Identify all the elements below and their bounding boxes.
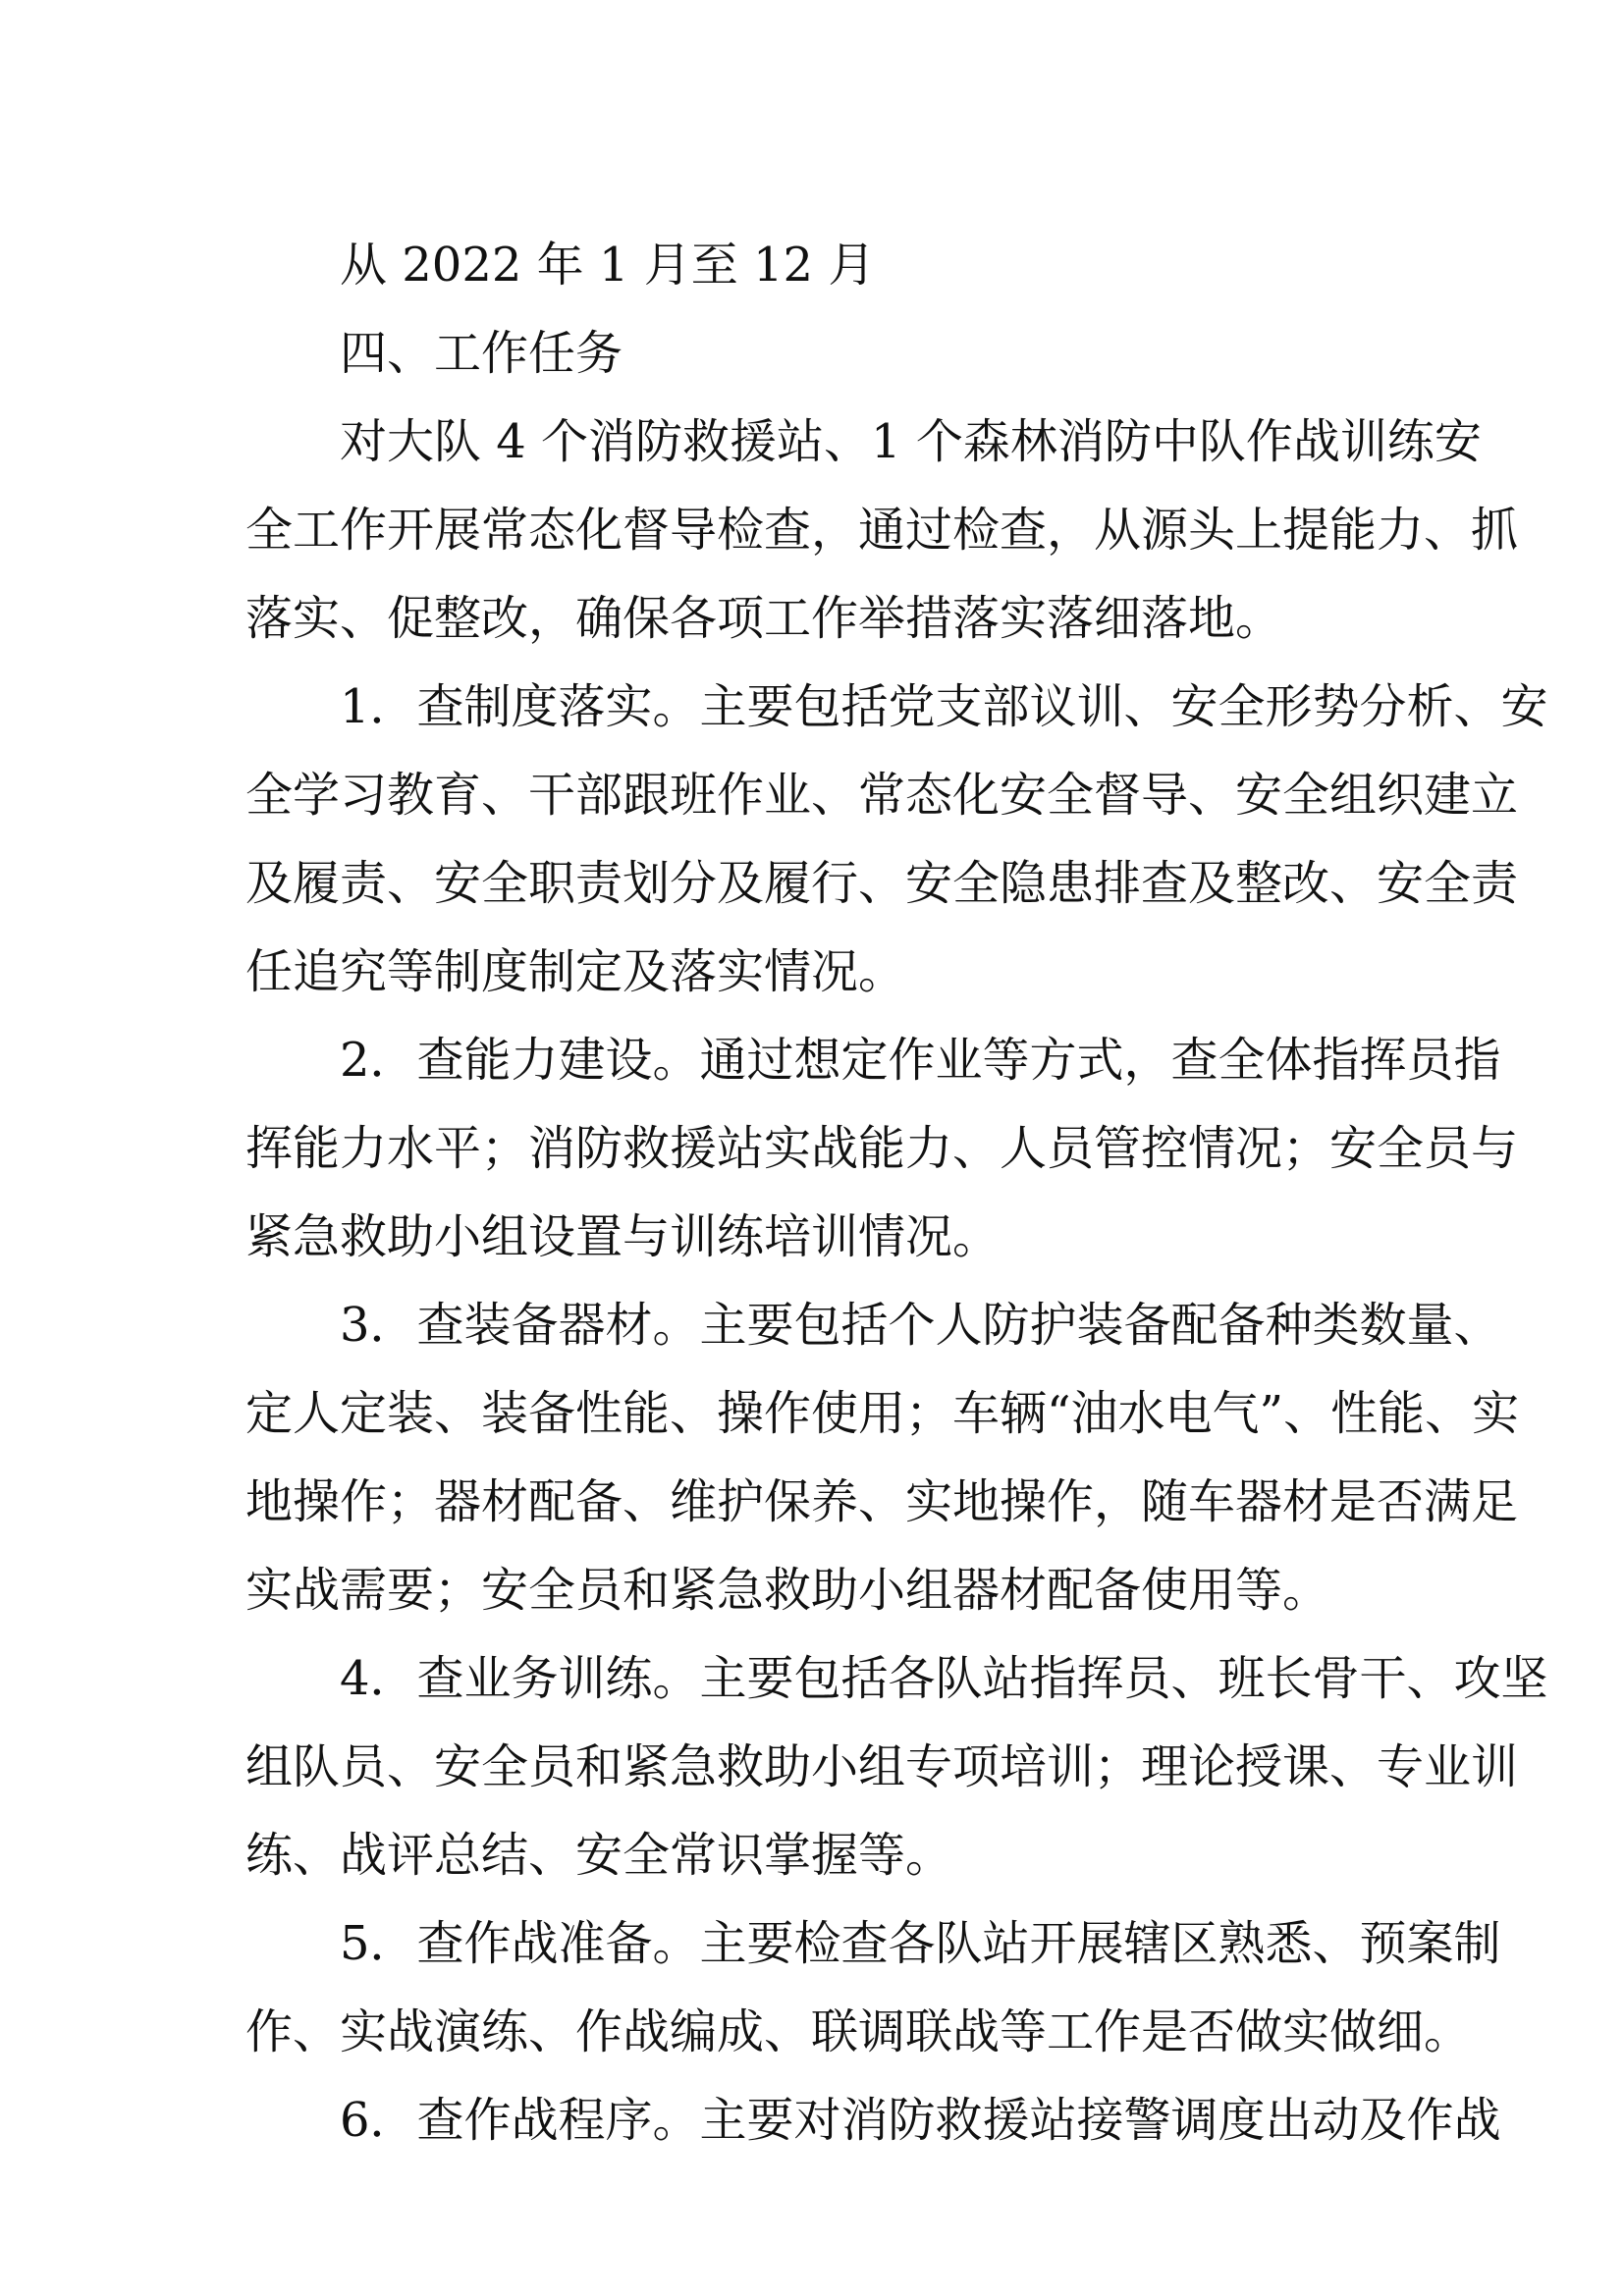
list-item-3-line: 实战需要；安全员和紧急救助小组器材配备使用等。	[245, 1563, 1330, 1618]
text-line: 落实、促整改，确保各项工作举措落实落细落地。	[245, 591, 1283, 646]
list-item-5-line: 作、实战演练、作战编成、联调联战等工作是否做实做细。	[245, 2004, 1472, 2059]
list-item-1-line: 任追究等制度制定及落实情况。	[245, 944, 906, 999]
list-item-2-line: 挥能力水平；消防救援站实战能力、人员管控情况；安全员与	[245, 1121, 1519, 1176]
list-item-4-line: 组队员、安全员和紧急救助小组专项培训；理论授课、专业训	[245, 1739, 1519, 1794]
text-line-period: 从 2022 年 1 月至 12 月	[340, 238, 876, 293]
list-item-6-line: 6．查作战程序。主要对消防救援站接警调度出动及作战	[340, 2093, 1501, 2148]
text-line: 对大队 4 个消防救援站、1 个森林消防中队作战训练安	[340, 414, 1482, 469]
list-item-2-line: 2．查能力建设。通过想定作业等方式，查全体指挥员指	[340, 1033, 1501, 1088]
document-page	[245, 221, 1548, 2164]
list-item-3-line: 定人定装、装备性能、操作使用；车辆“油水电气”、性能、实	[245, 1386, 1520, 1441]
list-item-1-line: 全学习教育、干部跟班作业、常态化安全督导、安全组织建立	[245, 768, 1519, 823]
list-item-4-line: 练、战评总结、安全常识掌握等。	[245, 1828, 953, 1883]
list-item-5-line: 5．查作战准备。主要检查各队站开展辖区熟悉、预案制	[340, 1916, 1501, 1971]
list-item-3-line: 地操作；器材配备、维护保养、实地操作，随车器材是否满足	[245, 1474, 1519, 1529]
list-item-4-line: 4．查业务训练。主要包括各队站指挥员、班长骨干、攻坚	[340, 1651, 1548, 1706]
list-item-1-line: 及履责、安全职责划分及履行、安全隐患排查及整改、安全责	[245, 856, 1519, 911]
text-line: 全工作开展常态化督导检查，通过检查，从源头上提能力、抓	[245, 503, 1519, 558]
list-item-3-line: 3．查装备器材。主要包括个人防护装备配备种类数量、	[340, 1298, 1501, 1353]
list-item-1-line: 1．查制度落实。主要包括党支部议训、安全形势分析、安	[340, 679, 1548, 734]
section-heading: 四、工作任务	[340, 326, 623, 381]
list-item-2-line: 紧急救助小组设置与训练培训情况。	[245, 1209, 1001, 1264]
